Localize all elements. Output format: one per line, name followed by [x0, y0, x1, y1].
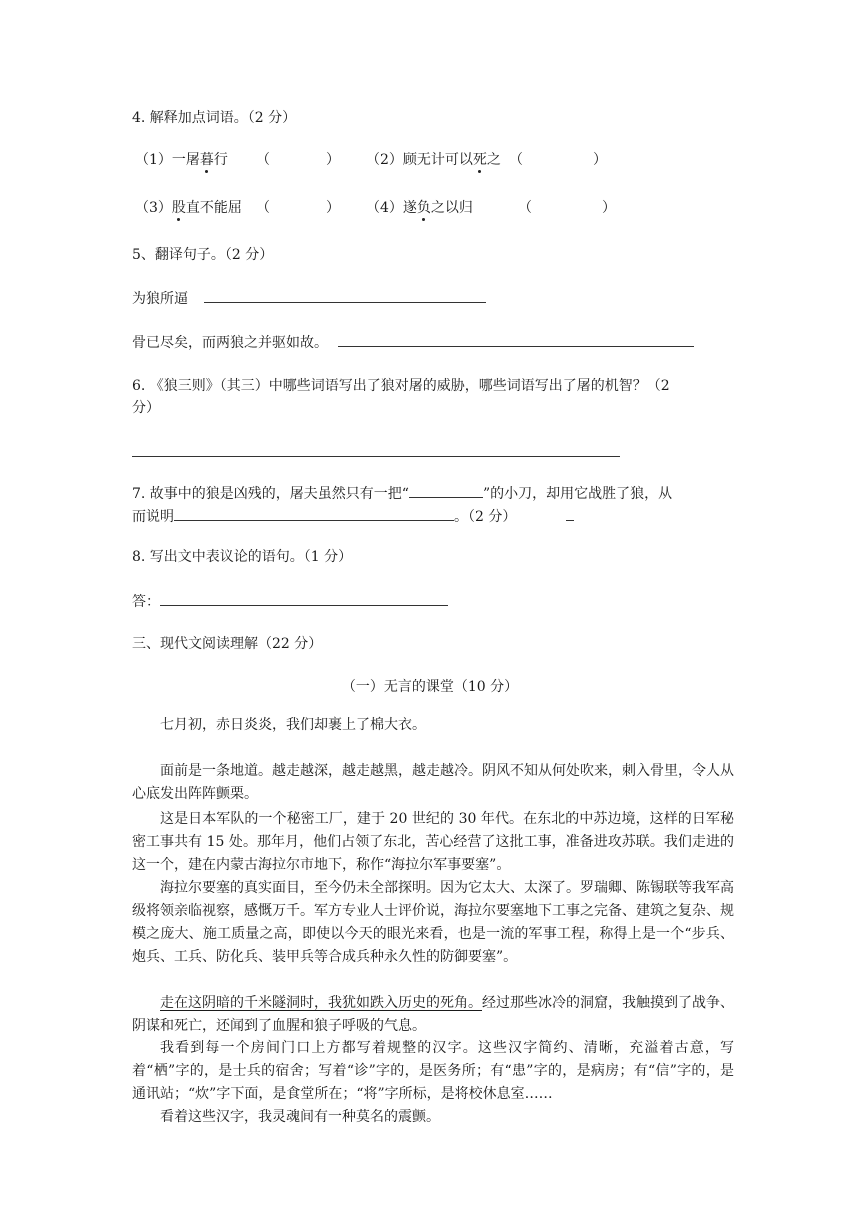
passage-subtitle: （一）无言的课堂（10 分） [341, 679, 519, 695]
q4-item-2 [366, 151, 501, 169]
q4-item-4-post: 之以归 [430, 200, 473, 216]
q4-item-1-num: （1） [135, 152, 172, 168]
q5-sentence-2 [132, 333, 694, 352]
q7-text-a: 7. 故事中的狼是凶残的，屠夫虽然只有一把“ [132, 486, 409, 502]
passage-paragraph-5-rest: 经过那些冰冷的洞窟，我触摸到了战争、阴谋和死亡，还闻到了血腥和狼子呼吸的气息。 [132, 995, 734, 1034]
q5-title: 5、翻译句子。（2 分） [132, 247, 274, 263]
q4-item-3 [135, 199, 242, 217]
q4-item-3-post: 直不能屈 [185, 200, 242, 216]
q4-item-1-pre: 一屠 [171, 152, 200, 168]
q6-line-2: 分） [132, 400, 160, 416]
q4-item-4-pre: 遂 [402, 200, 417, 216]
q4-item-2-post: 之 [486, 152, 501, 168]
q4-item-1 [135, 151, 228, 169]
q4-item-4-answer-bracket[interactable]: （ ） [518, 200, 616, 216]
q5-answer-line-1[interactable] [204, 289, 486, 303]
q5-sentence-2-text: 骨已尽矣，而两狼之并驱如故。 [132, 335, 328, 351]
passage-paragraph-2: 面前是一条地道。越走越深，越走越黑，越走越冷。阴风不知从何处吹来，刺入骨里，令人从心底发出阵阵颤栗。 [132, 763, 734, 802]
q4-item-1-dotted-word: 暮 [199, 152, 214, 168]
passage-paragraph-4: 海拉尔要塞的真实面目，至今仍未全部探明。因为它太大、太深了。罗瑞卿、陈锡联等我军高级将领亲临视察，感慨万千。军方专业人士评价说，海拉尔要塞地下工事之完备、建筑之复杂、规模之庞大、施工质量之高，即使以今天的眼光来看，也是一流的军事工程，称得上是一个“步兵、炮兵、工兵、防化兵、装甲兵等合成兵种永久性的防御要塞”。 [132, 880, 734, 965]
q5-answer-line-2[interactable] [338, 333, 694, 347]
q7-line-2 [132, 507, 516, 526]
q7-text-b: ”的小刀，却用它战胜了狼，从 [482, 486, 673, 502]
q8-answer [132, 592, 448, 611]
passage-paragraph-5 [132, 992, 734, 1038]
q4-item-2-num: （2） [366, 152, 403, 168]
passage-paragraph-6: 我看到每一个房间门口上方都写着规整的汉字。这些汉字简约、清晰，充溢着古意，写着“栖”字的，是士兵的宿舍；写着“诊”字的，是医务所；有“患”字的，是病房；有“信”字的，是通讯站；“炊”字下面，是食堂所在；“将”字所标，是将校休息室…… [132, 1040, 734, 1102]
q4-item-3-num: （3） [135, 200, 172, 216]
stray-mark [566, 520, 574, 521]
q4-item-3-dotted-word: 股 [171, 200, 186, 216]
q4-item-2-pre: 顾无计可以 [402, 152, 473, 168]
q5-sentence-1-text: 为狼所逼 [132, 291, 188, 307]
q7-line-1 [132, 484, 672, 503]
q6-answer-line[interactable] [132, 456, 620, 457]
q8-title: 8. 写出文中表议论的语句。（1 分） [132, 549, 353, 565]
passage-paragraph-7: 看着这些汉字，我灵魂间有一种莫名的震颤。 [160, 1109, 440, 1125]
passage-paragraph-3: 这是日本军队的一个秘密工厂，建于 20 世纪的 30 年代。在东北的中苏边境，这样的日军秘密工事共有 15 处。那年月，他们占领了东北，苦心经营了这批工事，准备进攻苏联。我们走进的这一个，建在内蒙古海拉尔市地下，称作“海拉尔军事要塞”。 [132, 811, 734, 873]
passage-underlined-sentence: 走在这阴暗的千米隧洞时，我犹如跌入历史的死角。 [160, 995, 482, 1011]
q7-text-d: 。（2 分） [454, 509, 517, 525]
q4-item-4-dotted-word: 负 [416, 200, 431, 216]
q4-item-1-post: 行 [213, 152, 228, 168]
q6-line-1: 6. 《狼三则》（其三）中哪些词语写出了狼对屠的威胁，哪些词语写出了屠的机智？（2 [132, 378, 670, 394]
q4-item-2-answer-bracket[interactable]: （ ） [509, 152, 607, 168]
q7-text-c: 而说明 [132, 509, 174, 525]
q8-answer-label: 答： [132, 594, 160, 610]
q8-answer-line[interactable] [160, 592, 448, 606]
q4-item-3-answer-bracket[interactable]: （ ） [256, 200, 340, 216]
q4-item-4-num: （4） [366, 200, 403, 216]
q7-blank-2[interactable] [174, 507, 454, 521]
q7-blank-1[interactable] [409, 484, 483, 498]
q4-title: 4. 解释加点词语。（2 分） [132, 110, 297, 126]
q4-item-2-dotted-word: 死 [472, 152, 487, 168]
q5-sentence-1 [132, 289, 486, 308]
q4-item-1-answer-bracket[interactable]: （ ） [256, 152, 340, 168]
q4-item-4 [366, 199, 473, 217]
passage-paragraph-1: 七月初，赤日炎炎，我们却裹上了棉大衣。 [160, 717, 426, 733]
section3-heading: 三、现代文阅读理解（22 分） [132, 636, 323, 652]
